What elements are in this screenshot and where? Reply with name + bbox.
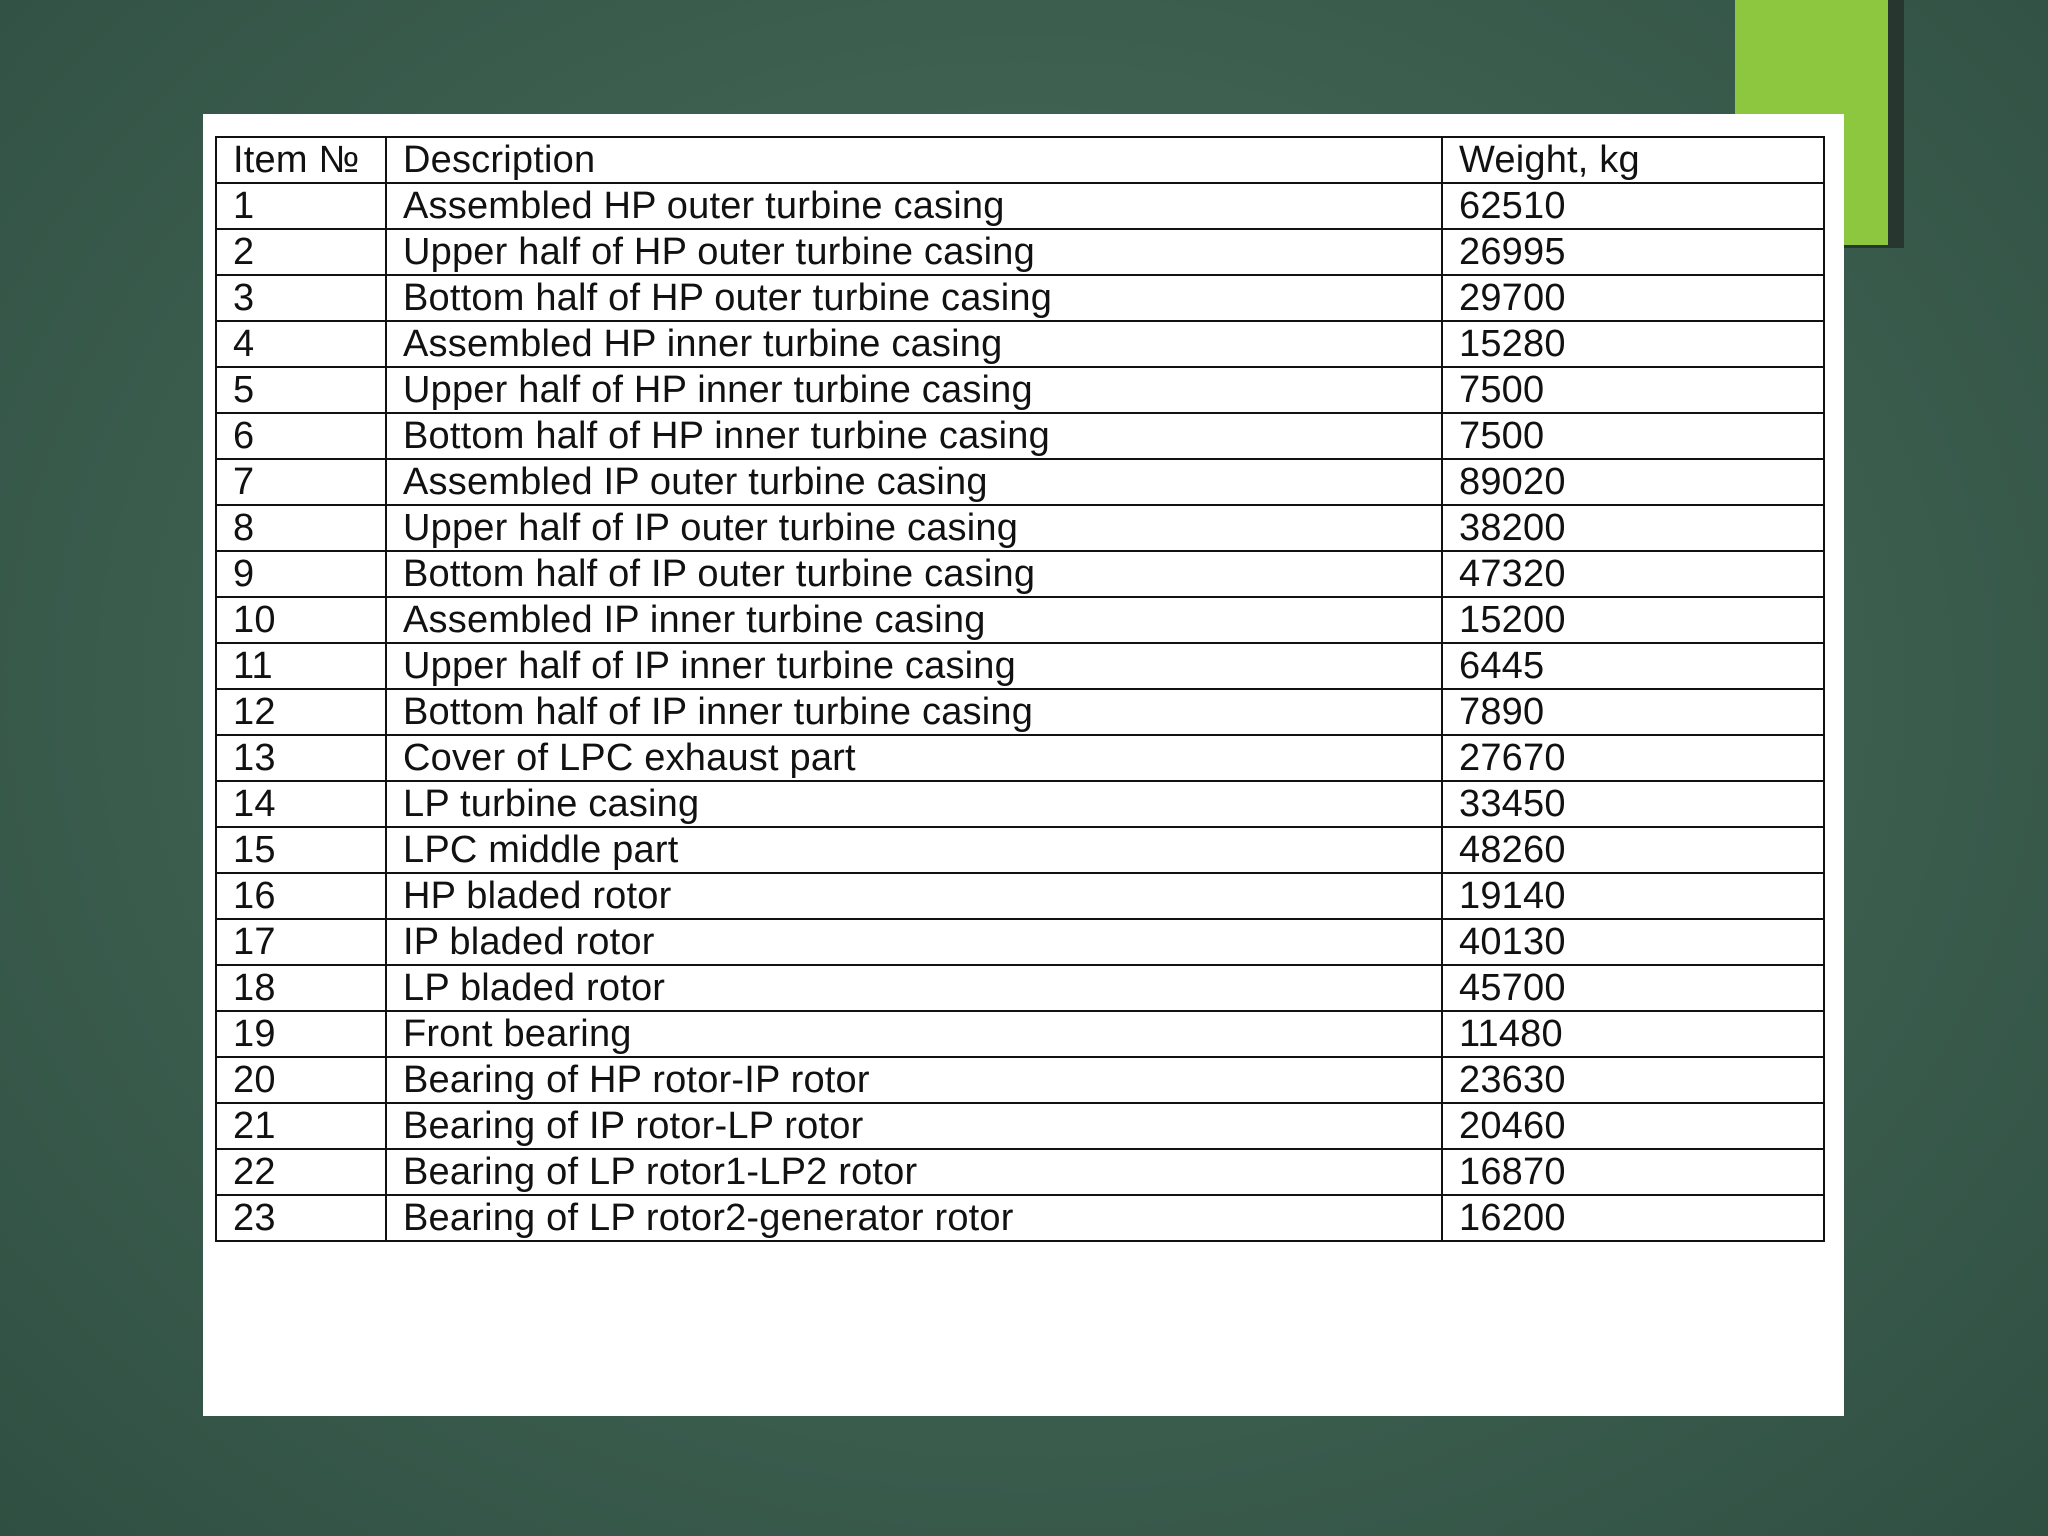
- cell-description: Assembled HP outer turbine casing: [386, 183, 1442, 229]
- cell-description: Upper half of HP outer turbine casing: [386, 229, 1442, 275]
- cell-description: Bottom half of HP outer turbine casing: [386, 275, 1442, 321]
- cell-weight: 15280: [1442, 321, 1824, 367]
- table-row: [216, 413, 1824, 459]
- cell-item-number: 19: [216, 1011, 386, 1057]
- cell-weight: 45700: [1442, 965, 1824, 1011]
- cell-item-number: 1: [216, 183, 386, 229]
- cell-weight: 26995: [1442, 229, 1824, 275]
- cell-item-number: 17: [216, 919, 386, 965]
- component-weights-table: [215, 136, 1825, 1242]
- table-row: [216, 735, 1824, 781]
- cell-weight: 89020: [1442, 459, 1824, 505]
- cell-item-number: 3: [216, 275, 386, 321]
- table-row: [216, 459, 1824, 505]
- cell-weight: 11480: [1442, 1011, 1824, 1057]
- cell-item-number: 16: [216, 873, 386, 919]
- cell-description: Bottom half of IP inner turbine casing: [386, 689, 1442, 735]
- cell-weight: 29700: [1442, 275, 1824, 321]
- cell-weight: 40130: [1442, 919, 1824, 965]
- cell-description: Bearing of IP rotor-LP rotor: [386, 1103, 1442, 1149]
- cell-description: Upper half of HP inner turbine casing: [386, 367, 1442, 413]
- table-row: [216, 919, 1824, 965]
- cell-item-number: 5: [216, 367, 386, 413]
- cell-weight: 16200: [1442, 1195, 1824, 1241]
- cell-weight: 62510: [1442, 183, 1824, 229]
- cell-description: Assembled IP outer turbine casing: [386, 459, 1442, 505]
- table-header-row: [216, 137, 1824, 183]
- cell-weight: 6445: [1442, 643, 1824, 689]
- cell-item-number: 21: [216, 1103, 386, 1149]
- table-row: [216, 873, 1824, 919]
- cell-item-number: 18: [216, 965, 386, 1011]
- cell-description: HP bladed rotor: [386, 873, 1442, 919]
- table-row: [216, 1149, 1824, 1195]
- cell-item-number: 11: [216, 643, 386, 689]
- cell-description: Bearing of HP rotor-IP rotor: [386, 1057, 1442, 1103]
- cell-description: Front bearing: [386, 1011, 1442, 1057]
- cell-item-number: 7: [216, 459, 386, 505]
- cell-weight: 20460: [1442, 1103, 1824, 1149]
- cell-weight: 16870: [1442, 1149, 1824, 1195]
- cell-description: Assembled HP inner turbine casing: [386, 321, 1442, 367]
- column-header-weight: Weight, kg: [1442, 137, 1824, 183]
- table-row: [216, 551, 1824, 597]
- column-header-description: Description: [386, 137, 1442, 183]
- cell-weight: 15200: [1442, 597, 1824, 643]
- cell-item-number: 20: [216, 1057, 386, 1103]
- cell-item-number: 23: [216, 1195, 386, 1241]
- cell-description: Bottom half of IP outer turbine casing: [386, 551, 1442, 597]
- cell-item-number: 22: [216, 1149, 386, 1195]
- cell-description: Bottom half of HP inner turbine casing: [386, 413, 1442, 459]
- table-row: [216, 275, 1824, 321]
- cell-weight: 7500: [1442, 413, 1824, 459]
- table-row: [216, 827, 1824, 873]
- cell-item-number: 15: [216, 827, 386, 873]
- table-row: [216, 643, 1824, 689]
- cell-item-number: 2: [216, 229, 386, 275]
- cell-description: IP bladed rotor: [386, 919, 1442, 965]
- table-row: [216, 1103, 1824, 1149]
- cell-item-number: 4: [216, 321, 386, 367]
- cell-weight: 27670: [1442, 735, 1824, 781]
- cell-weight: 23630: [1442, 1057, 1824, 1103]
- cell-description: LPC middle part: [386, 827, 1442, 873]
- table-row: [216, 597, 1824, 643]
- table-row: [216, 1195, 1824, 1241]
- cell-item-number: 12: [216, 689, 386, 735]
- cell-description: Upper half of IP inner turbine casing: [386, 643, 1442, 689]
- cell-weight: 7500: [1442, 367, 1824, 413]
- column-header-item: Item №: [216, 137, 386, 183]
- cell-description: Cover of LPC exhaust part: [386, 735, 1442, 781]
- cell-weight: 47320: [1442, 551, 1824, 597]
- table-row: [216, 367, 1824, 413]
- cell-item-number: 10: [216, 597, 386, 643]
- table-body: [216, 183, 1824, 1241]
- table-row: [216, 183, 1824, 229]
- cell-item-number: 14: [216, 781, 386, 827]
- table-row: [216, 781, 1824, 827]
- cell-description: Bearing of LP rotor2-generator rotor: [386, 1195, 1442, 1241]
- table-row: [216, 965, 1824, 1011]
- table-row: [216, 689, 1824, 735]
- cell-item-number: 9: [216, 551, 386, 597]
- table-row: [216, 1011, 1824, 1057]
- table-row: [216, 1057, 1824, 1103]
- table-row: [216, 321, 1824, 367]
- cell-item-number: 6: [216, 413, 386, 459]
- cell-description: Bearing of LP rotor1-LP2 rotor: [386, 1149, 1442, 1195]
- cell-weight: 48260: [1442, 827, 1824, 873]
- cell-item-number: 8: [216, 505, 386, 551]
- table-row: [216, 229, 1824, 275]
- cell-description: LP turbine casing: [386, 781, 1442, 827]
- slide-content-panel: [203, 114, 1844, 1416]
- cell-weight: 33450: [1442, 781, 1824, 827]
- cell-description: Assembled IP inner turbine casing: [386, 597, 1442, 643]
- cell-weight: 19140: [1442, 873, 1824, 919]
- cell-item-number: 13: [216, 735, 386, 781]
- cell-description: LP bladed rotor: [386, 965, 1442, 1011]
- cell-weight: 7890: [1442, 689, 1824, 735]
- table-row: [216, 505, 1824, 551]
- cell-description: Upper half of IP outer turbine casing: [386, 505, 1442, 551]
- cell-weight: 38200: [1442, 505, 1824, 551]
